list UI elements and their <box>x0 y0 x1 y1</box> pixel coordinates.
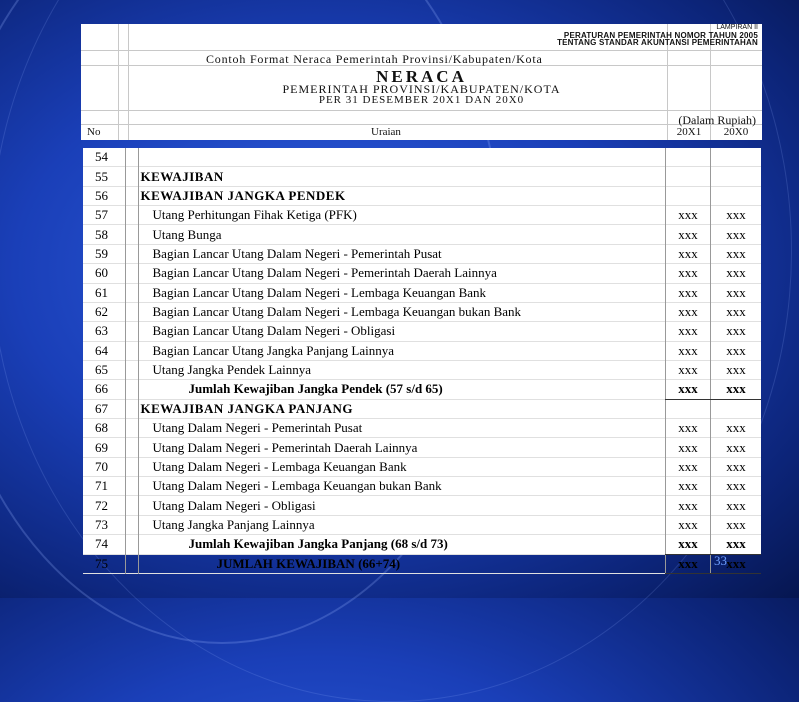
row-label: Utang Jangka Panjang Lainnya <box>152 517 315 532</box>
table-row <box>83 206 761 225</box>
value-year2 <box>711 167 762 186</box>
lampiran-label: LAMPIRAN II <box>716 24 758 31</box>
spacer-cell <box>125 554 138 573</box>
row-label: Utang Dalam Negeri - Obligasi <box>152 497 316 513</box>
spacer-cell <box>125 283 138 302</box>
spacer-cell <box>125 419 138 438</box>
row-label: Bagian Lancar Utang Dalam Negeri - Lembaga Keuangan Bank <box>152 284 487 300</box>
regulation-line-1: PERATURAN PEMERINTAH NOMOR TAHUN 2005 <box>563 31 758 40</box>
spacer-cell <box>125 496 138 515</box>
format-caption: Contoh Format Neraca Pemerintah Provinsi/Kabupaten/Kota <box>206 52 543 66</box>
value-year2: xxx <box>711 360 762 379</box>
spacer-cell <box>125 264 138 283</box>
spacer-cell <box>125 322 138 341</box>
value-year1: xxx <box>666 419 711 438</box>
row-number: 66 <box>83 380 125 399</box>
grid-line <box>81 124 762 125</box>
table-row <box>83 419 761 438</box>
row-number: 62 <box>83 302 125 321</box>
value-year1 <box>666 148 711 167</box>
row-number: 71 <box>83 477 125 496</box>
table-row <box>83 477 761 496</box>
table-row <box>83 302 761 321</box>
column-header-year1: 20X1 <box>676 126 702 138</box>
table-row <box>83 360 761 379</box>
spacer-cell <box>125 399 138 418</box>
entity-name: PEMERINTAH PROVINSI/KABUPATEN/KOTA <box>282 82 561 96</box>
value-year1: xxx <box>666 264 711 283</box>
spacer-cell <box>125 186 138 205</box>
value-year1: xxx <box>666 244 711 263</box>
grid-line <box>81 110 762 111</box>
value-year1: xxx <box>666 496 711 515</box>
row-label: Bagian Lancar Utang Dalam Negeri - Pemerintah Pusat <box>152 245 442 261</box>
row-label: Utang Dalam Negeri - Pemerintah Pusat <box>152 420 363 436</box>
value-year1: xxx <box>666 360 711 379</box>
spacer-cell <box>125 438 138 457</box>
value-year1: xxx <box>666 302 711 321</box>
currency-note: (Dalam Rupiah) <box>678 113 756 127</box>
value-year2: xxx <box>711 225 762 244</box>
row-label: JUMLAH KEWAJIBAN (66+74) <box>216 555 401 571</box>
row-number: 72 <box>83 496 125 515</box>
row-number: 54 <box>83 148 125 167</box>
value-year1: xxx <box>666 225 711 244</box>
value-year1: xxx <box>666 206 711 225</box>
table-row <box>83 380 761 399</box>
row-number: 63 <box>83 322 125 341</box>
value-year1: xxx <box>666 322 711 341</box>
row-number: 55 <box>83 167 125 186</box>
table-row <box>83 148 761 167</box>
value-year2: xxx <box>711 322 762 341</box>
row-label: Bagian Lancar Utang Dalam Negeri - Lembaga Keuangan bukan Bank <box>152 304 522 320</box>
value-year1: xxx <box>666 438 711 457</box>
row-label: Utang Bunga <box>152 226 222 242</box>
row-number: 64 <box>83 341 125 360</box>
value-year2: xxx <box>711 438 762 457</box>
period-label: PER 31 DESEMBER 20X1 DAN 20X0 <box>318 94 525 106</box>
row-number: 65 <box>83 360 125 379</box>
value-year2 <box>711 399 762 418</box>
value-year1: xxx <box>666 457 711 476</box>
spacer-cell <box>125 380 138 399</box>
table-row <box>83 438 761 457</box>
value-year1 <box>666 167 711 186</box>
spacer-cell <box>125 302 138 321</box>
value-year1: xxx <box>666 477 711 496</box>
table-row <box>83 225 761 244</box>
value-year2: xxx <box>711 341 762 360</box>
table-row <box>83 496 761 515</box>
value-year2: xxx <box>711 264 762 283</box>
document-header <box>81 24 762 140</box>
row-number: 75 <box>83 554 125 573</box>
row-label <box>138 148 666 167</box>
value-year2: xxx <box>711 515 762 534</box>
row-number: 56 <box>83 186 125 205</box>
row-label: Utang Jangka Pendek Lainnya <box>152 362 311 378</box>
value-year2: xxx <box>711 283 762 302</box>
row-label: Bagian Lancar Utang Dalam Negeri - Pemerintah Daerah Lainnya <box>152 265 497 281</box>
value-year2: xxx <box>711 419 762 438</box>
document-title: NERACA <box>376 67 467 86</box>
spacer-cell <box>125 360 138 379</box>
column-header-year2: 20X0 <box>723 126 749 138</box>
row-number: 58 <box>83 225 125 244</box>
value-year1: xxx <box>666 283 711 302</box>
row-label: KEWAJIBAN <box>140 168 224 184</box>
value-year1: xxx <box>666 380 711 399</box>
value-year2: xxx <box>711 457 762 476</box>
table-row <box>83 535 761 554</box>
row-number: 68 <box>83 419 125 438</box>
value-year2 <box>711 148 762 167</box>
value-year2: xxx <box>711 535 762 554</box>
value-year2: xxx <box>711 554 762 573</box>
row-number: 73 <box>83 515 125 534</box>
spacer-cell <box>125 206 138 225</box>
value-year1: xxx <box>666 515 711 534</box>
value-year2: xxx <box>711 302 762 321</box>
row-label: Bagian Lancar Utang Jangka Panjang Lainnya <box>152 342 394 358</box>
row-number: 67 <box>83 399 125 418</box>
spacer-cell <box>125 457 138 476</box>
value-year1 <box>666 186 711 205</box>
value-year1: xxx <box>666 535 711 554</box>
regulation-line-2: TENTANG STANDAR AKUNTANSI PEMERINTAHAN <box>557 38 758 47</box>
row-number: 69 <box>83 438 125 457</box>
row-number: 57 <box>83 206 125 225</box>
value-year1: xxx <box>666 341 711 360</box>
table-row <box>83 283 761 302</box>
table-row <box>83 554 761 573</box>
value-year1: xxx <box>666 554 711 573</box>
row-number: 60 <box>83 264 125 283</box>
value-year2: xxx <box>711 477 762 496</box>
spacer-cell <box>125 515 138 534</box>
table-row <box>83 264 761 283</box>
page-number: 33 <box>714 553 727 568</box>
spacer-cell <box>125 535 138 554</box>
row-number: 74 <box>83 535 125 554</box>
value-year2 <box>711 186 762 205</box>
grid-line <box>81 50 762 51</box>
row-label: KEWAJIBAN JANGKA PANJANG <box>140 400 354 416</box>
spacer-cell <box>125 167 138 186</box>
value-year1 <box>666 399 711 418</box>
spacer-cell <box>125 225 138 244</box>
spacer-cell <box>125 148 138 167</box>
spacer-cell <box>125 477 138 496</box>
table-row <box>83 167 761 186</box>
row-label: Utang Dalam Negeri - Pemerintah Daerah Lainnya <box>152 439 418 455</box>
value-year2: xxx <box>711 496 762 515</box>
table-row <box>83 244 761 263</box>
column-header-no: No <box>87 126 101 138</box>
row-label: KEWAJIBAN JANGKA PENDEK <box>140 187 346 203</box>
row-number: 61 <box>83 283 125 302</box>
spacer-cell <box>125 341 138 360</box>
table-row <box>83 341 761 360</box>
table-row <box>83 399 761 418</box>
row-label: Bagian Lancar Utang Dalam Negeri - Obligasi <box>152 323 396 339</box>
table-row <box>83 322 761 341</box>
row-number: 70 <box>83 457 125 476</box>
row-label: Utang Perhitungan Fihak Ketiga (PFK) <box>152 207 357 223</box>
table-row <box>83 515 761 534</box>
row-number: 59 <box>83 244 125 263</box>
value-year2: xxx <box>711 206 762 225</box>
table-row <box>83 186 761 205</box>
spacer-cell <box>125 244 138 263</box>
row-label: Utang Dalam Negeri - Lembaga Keuangan bukan Bank <box>152 478 442 494</box>
value-year2: xxx <box>711 244 762 263</box>
value-year2: xxx <box>711 380 762 399</box>
column-header-uraian: Uraian <box>371 126 401 138</box>
row-label: Jumlah Kewajiban Jangka Pendek (57 s/d 65) <box>188 381 443 397</box>
row-label: Jumlah Kewajiban Jangka Panjang (68 s/d 73) <box>188 536 448 552</box>
row-label: Utang Dalam Negeri - Lembaga Keuangan Bank <box>152 458 407 474</box>
table-row <box>83 457 761 476</box>
